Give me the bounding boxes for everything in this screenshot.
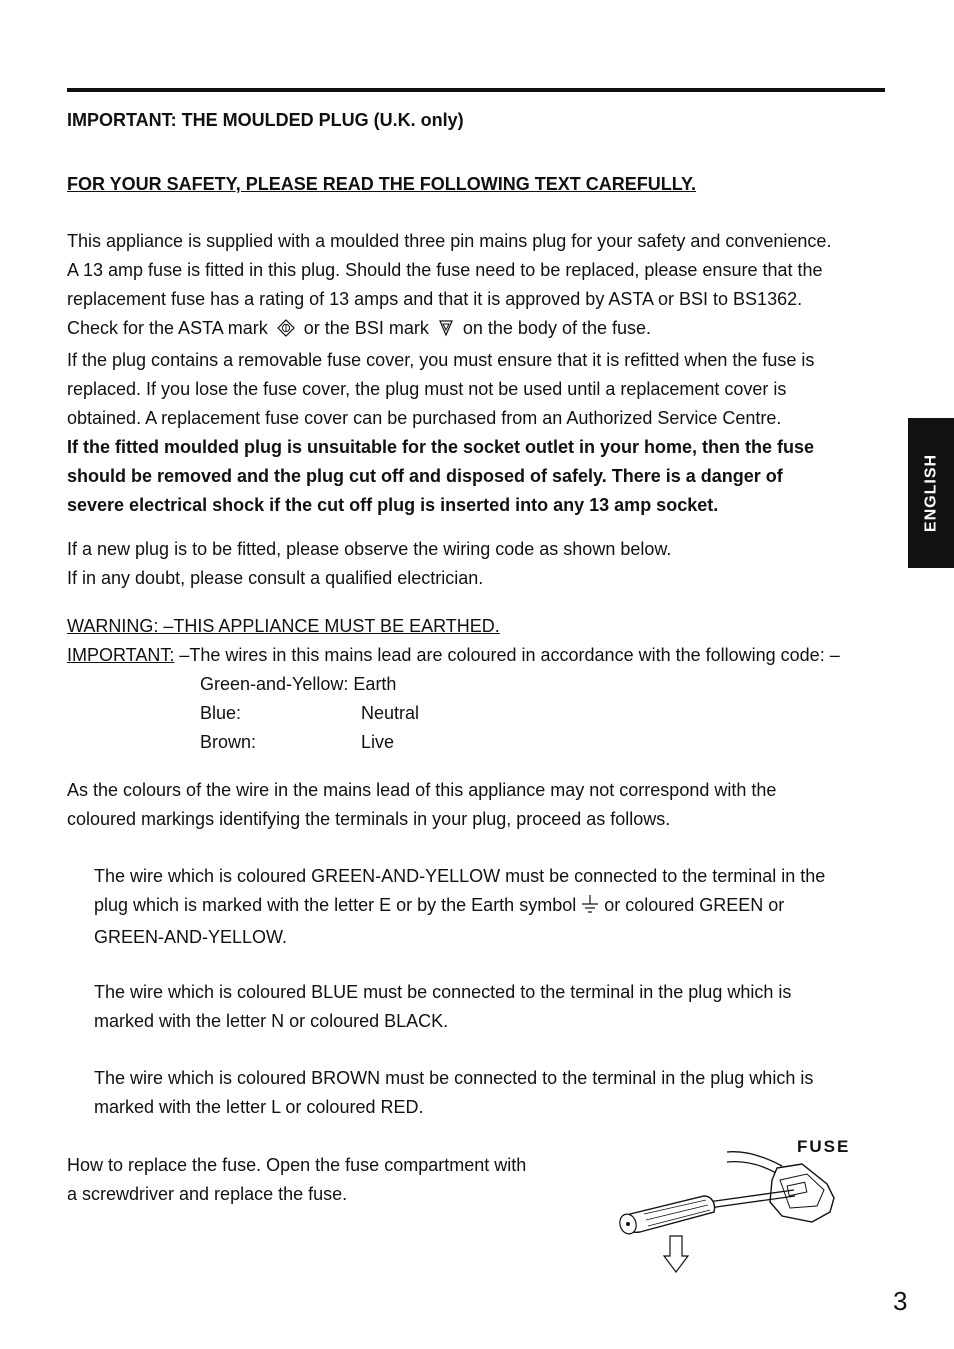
safety-heading: FOR YOUR SAFETY, PLEASE READ THE FOLLOWING TEXT CAREFULLY. (67, 174, 697, 194)
intro-line: replacement fuse has a rating of 13 amps and that it is approved by ASTA or BSI to BS1362. (67, 289, 803, 309)
fuse-label: FUSE (797, 1137, 851, 1156)
brown-wire-paragraph: The wire which is coloured BROWN must be connected to the terminal in the plug which is marked with the letter L or coloured RED. (94, 1068, 814, 1117)
intro-paragraph (67, 227, 887, 520)
new-plug-paragraph: If a new plug is to be fitted, please observe the wiring code as shown below. If in any doubt, please consult a qualified electrician. (67, 539, 672, 588)
intro-line: If the plug contains a removable fuse cover, you must ensure that it is refitted when the fuse is (67, 350, 815, 370)
language-tab-english: ENGLISH (908, 418, 954, 568)
page-heading: IMPORTANT: THE MOULDED PLUG (U.K. only) (67, 110, 464, 130)
bold-warning-line: If the fitted moulded plug is unsuitable for the socket outlet in your home, then the fuse (67, 437, 815, 457)
intro-line-marks: Check for the ASTA mark or the BSI mark on the body of the fuse. (67, 314, 887, 346)
bold-warning-line: severe electrical shock if the cut off plug is inserted into any 13 amp socket. (67, 495, 719, 515)
blue-wire-paragraph: The wire which is coloured BLUE must be connected to the terminal in the plug which is marked with the letter N or coloured BLACK. (94, 982, 792, 1031)
wire-code-row: Blue: Neutral (200, 703, 420, 723)
earth-warning: WARNING: –THIS APPLIANCE MUST BE EARTHED. (67, 616, 500, 636)
intro-line: A 13 amp fuse is fitted in this plug. Should the fuse need to be replaced, please ensure that the (67, 260, 823, 280)
asta-mark-icon (277, 317, 295, 346)
wire-code-table (67, 670, 887, 757)
page-number: 3 (893, 1286, 908, 1316)
important-note: IMPORTANT: –The wires in this mains lead are coloured in accordance with the following code: – (67, 645, 840, 665)
bold-warning-line: should be removed and the plug cut off and disposed of safely. There is a danger of (67, 466, 783, 486)
intro-line: This appliance is supplied with a moulded three pin mains plug for your safety and convenience. (67, 231, 832, 251)
wiring-code-section (67, 612, 887, 757)
green-wire-paragraph: The wire which is coloured GREEN-AND-YELLOW must be connected to the terminal in the plug which is marked with the letter E or by the Earth symbol or coloured GREEN or GREEN-AND-YELLOW. (94, 866, 826, 947)
intro-line: replaced. If you lose the fuse cover, the plug must not be used until a replacement cover is (67, 379, 787, 399)
fuse-replacement-illustration (612, 1140, 852, 1289)
bsi-kitemark-icon (438, 317, 454, 346)
replace-fuse-paragraph: How to replace the fuse. Open the fuse compartment with a screwdriver and replace the fuse. (67, 1155, 527, 1204)
top-rule (67, 88, 885, 92)
wire-code-row: Brown: Live (200, 732, 395, 752)
colours-paragraph: As the colours of the wire in the mains lead of this appliance may not correspond with the coloured markings identifying the terminals in your plug, proceed as follows. (67, 780, 777, 829)
earth-symbol-icon (580, 894, 600, 923)
intro-line: obtained. A replacement fuse cover can be purchased from an Authorized Service Centre. (67, 408, 782, 428)
wire-code-row: Green-and-Yellow: Earth (200, 674, 397, 694)
